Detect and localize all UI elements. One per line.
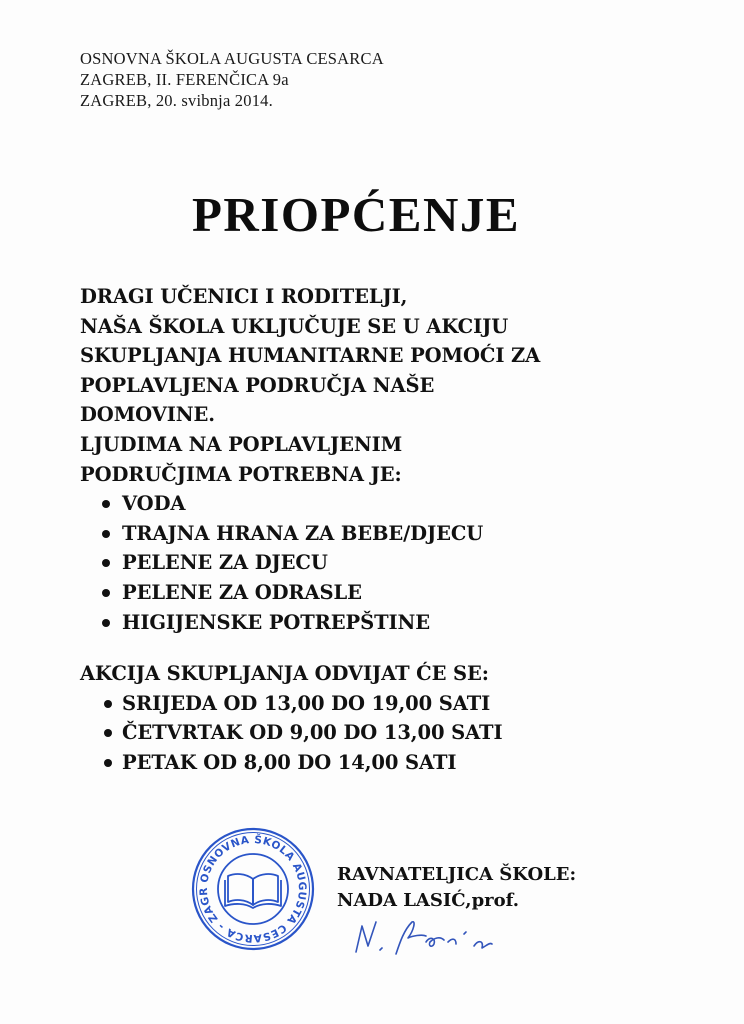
list-item-label: PELENE ZA DJECU (122, 551, 328, 575)
list-item (80, 519, 540, 549)
list-item-label: PELENE ZA ODRASLE (122, 580, 362, 604)
school-header (80, 48, 384, 111)
school-address: ZAGREB, II. FERENČICA 9a (80, 70, 289, 89)
bullet-icon (102, 530, 110, 538)
intro-line: DOMOVINE. (80, 403, 215, 427)
list-item-label: SRIJEDA OD 13,00 DO 19,00 SATI (122, 691, 491, 715)
list-item-label: PETAK OD 8,00 DO 14,00 SATI (122, 750, 457, 774)
bullet-icon (104, 700, 112, 708)
signatory-name: NADA LASIĆ,prof. (337, 890, 520, 911)
list-item (80, 578, 540, 608)
bullet-icon (102, 619, 110, 627)
intro-line: DRAGI UČENICI I RODITELJI, (80, 285, 408, 308)
signatory-role: RAVNATELJICA ŠKOLE: (337, 864, 577, 885)
list-item (80, 548, 540, 578)
intro-line: SKUPLJANJA HUMANITARNE POMOĆI ZA (80, 344, 541, 368)
document-date: ZAGREB, 20. svibnja 2014. (80, 91, 273, 110)
signatory-block (337, 862, 576, 914)
list-item (80, 689, 540, 719)
stamp-text: OSNOVNA ŠKOLA AUGUSTA CESARCA - ZAGR (197, 833, 309, 945)
bullet-icon (104, 759, 112, 767)
handwritten-signature (352, 912, 522, 960)
bullet-icon (104, 729, 112, 737)
svg-text:OSNOVNA ŠKOLA AUGUSTA CESARCA (190, 826, 308, 944)
intro-line: NAŠA ŠKOLA UKLJUČUJE SE U AKCIJU (80, 314, 509, 338)
document-title: PRIOPĆENJE (191, 187, 521, 242)
bullet-icon (102, 559, 110, 567)
bullet-icon (102, 589, 110, 597)
bullet-icon (102, 500, 110, 508)
schedule-list (80, 689, 540, 778)
school-name: OSNOVNA ŠKOLA AUGUSTA CESARCA (80, 49, 384, 68)
school-stamp (190, 826, 316, 952)
list-item (80, 489, 540, 519)
intro-line: LJUDIMA NA POPLAVLJENIM (80, 432, 403, 456)
list-item (80, 748, 540, 778)
open-book-icon (225, 874, 281, 908)
intro-line: PODRUČJIMA POTREBNA JE: (80, 462, 402, 486)
announcement-body (80, 282, 540, 778)
list-item-label: ČETVRTAK OD 9,00 DO 13,00 SATI (122, 721, 503, 745)
list-item-label: TRAJNA HRANA ZA BEBE/DJECU (122, 521, 484, 545)
list-item-label: VODA (122, 492, 186, 516)
needs-list (80, 489, 540, 637)
list-item-label: HIGIJENSKE POTREPŠTINE (122, 610, 431, 634)
list-item (80, 718, 540, 748)
list-item (80, 608, 540, 638)
intro-line: POPLAVLJENA PODRUČJA NAŠE (80, 373, 435, 397)
schedule-heading: AKCIJA SKUPLJANJA ODVIJAT ĆE SE: (80, 662, 489, 686)
stamp-seal (190, 826, 316, 952)
